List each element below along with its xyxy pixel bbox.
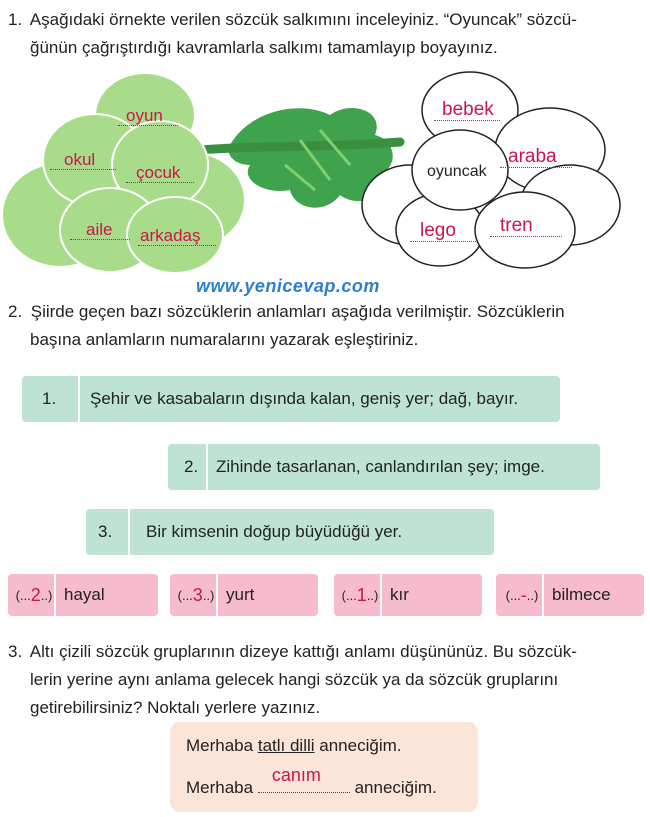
dotted-line bbox=[490, 236, 562, 237]
grape-word-aile: aile bbox=[86, 220, 113, 239]
dotted-line bbox=[138, 245, 216, 246]
q3-text bbox=[8, 638, 648, 722]
grape-word-bebek: bebek bbox=[442, 99, 494, 120]
dotted-line bbox=[50, 169, 116, 170]
grape-word-cocuk: çocuk bbox=[136, 163, 181, 182]
underlined-phrase: tatlı dilli bbox=[257, 736, 315, 755]
word-card-kir bbox=[334, 574, 482, 616]
meaning-number: 2. bbox=[184, 457, 199, 476]
q2-line2: başına anlamların numaralarını yazarak eşleştiriniz. bbox=[30, 330, 419, 349]
word-label: hayal bbox=[64, 585, 105, 604]
watermark: www.yenicevap.com bbox=[196, 276, 380, 296]
answer-slot[interactable]: (... 3 ..) bbox=[176, 574, 218, 616]
meaning-bar-1 bbox=[22, 376, 560, 422]
q1-text bbox=[8, 6, 648, 62]
dotted-line bbox=[70, 239, 130, 240]
q3-number: 3. bbox=[8, 642, 23, 661]
answer-slot[interactable]: (... 2 ..) bbox=[14, 574, 56, 616]
q2-text bbox=[8, 298, 648, 354]
meaning-number: 1. bbox=[42, 389, 57, 408]
grape-word-araba: araba bbox=[508, 146, 557, 167]
q2-number: 2. bbox=[8, 302, 23, 321]
q3-line2: lerin yerine aynı anlama gelecek hangi sözcük ya da sözcük gruplarını bbox=[30, 670, 559, 689]
answer-slot[interactable]: (... 1 ..) bbox=[340, 574, 382, 616]
word-card-bilmece bbox=[496, 574, 644, 616]
q3-line3: getirebilirsiniz? Noktalı yerlere yazınız. bbox=[30, 698, 321, 717]
meaning-bar-3 bbox=[86, 509, 494, 555]
dotted-line bbox=[126, 182, 194, 183]
dotted-line bbox=[118, 125, 178, 126]
word-card-hayal bbox=[8, 574, 158, 616]
meaning-text: Zihinde tasarlanan, canlandırılan şey; imge. bbox=[216, 457, 545, 476]
word-card-yurt bbox=[170, 574, 318, 616]
dotted-line bbox=[434, 120, 500, 121]
answer-slot[interactable]: (... - ..) bbox=[502, 574, 544, 616]
example-box bbox=[170, 722, 478, 812]
green-grapes bbox=[2, 73, 245, 273]
answer-blank[interactable] bbox=[258, 765, 350, 793]
grape-word-arkadas: arkadaş bbox=[140, 226, 201, 245]
q3-line1: Altı çizili sözcük gruplarının dizeye kattığı anlamı düşününüz. Bu sözcük- bbox=[29, 642, 577, 661]
grape-word-tren: tren bbox=[500, 215, 533, 236]
grape-word-oyuncak-center: oyuncak bbox=[427, 163, 487, 180]
example-line-2: Merhaba canım anneciğim. bbox=[186, 765, 437, 797]
grape-word-lego: lego bbox=[420, 220, 456, 241]
meaning-text: Şehir ve kasabaların dışında kalan, geniş yer; dağ, bayır. bbox=[90, 389, 519, 408]
grape-cluster-illustration bbox=[0, 70, 650, 275]
meaning-text: Bir kimsenin doğup büyüdüğü yer. bbox=[146, 522, 403, 541]
handwritten-answer: canım bbox=[271, 765, 321, 785]
example-line-1: Merhaba tatlı dilli anneciğim. bbox=[186, 736, 402, 755]
q2-line1: Şiirde geçen bazı sözcüklerin anlamları aşağıda verilmiştir. Sözcüklerin bbox=[30, 302, 565, 321]
q1-line1: Aşağıdaki örnekte verilen sözcük salkımını inceleyiniz. “Oyuncak” sözcü- bbox=[29, 10, 577, 29]
q1-line2: ğünün çağrıştırdığı kavramlarla salkımı tamamlayıp boyayınız. bbox=[30, 38, 498, 57]
word-label: yurt bbox=[226, 585, 255, 604]
meaning-bar-2 bbox=[168, 444, 600, 490]
word-label: bilmece bbox=[552, 585, 611, 604]
dotted-line bbox=[500, 167, 572, 168]
grape-word-okul: okul bbox=[64, 150, 96, 169]
meaning-number: 3. bbox=[98, 522, 113, 541]
dotted-line bbox=[410, 241, 476, 242]
word-label: kır bbox=[390, 585, 409, 604]
grape-word-oyun: oyun bbox=[126, 106, 163, 125]
q1-number: 1. bbox=[8, 10, 23, 29]
